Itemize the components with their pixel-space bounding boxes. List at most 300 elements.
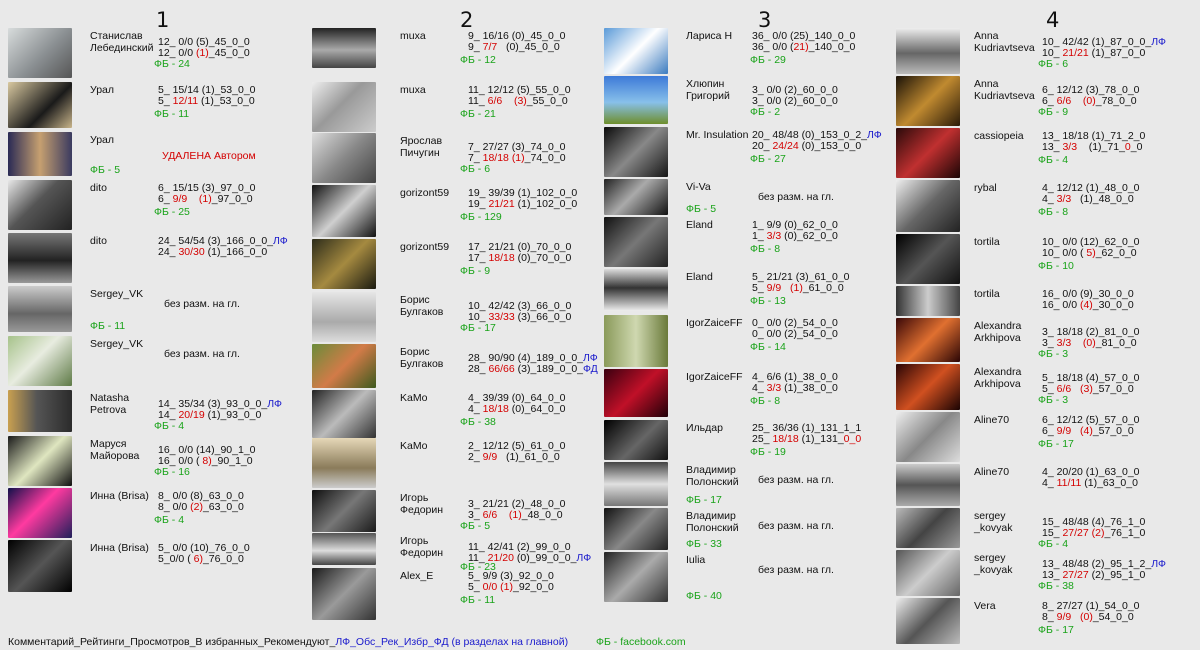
stats-text: (0)_64_0_0 [508,403,566,415]
stats-change-red: 3/3 [1062,141,1078,153]
facebook-count: ФБ - 14 [750,341,786,353]
stats-text: (1)_61_0_0 [497,451,560,463]
stats-text: 9_ [468,41,483,53]
stats-change-red: 9/9 [766,282,782,294]
author-name[interactable]: Alexandra Arkhipova [974,366,1022,390]
stats-text: 12_ 0/0 [158,47,196,59]
stats-text: 25_ [752,433,773,445]
stats-text: (0)_70_0_0 [514,252,572,264]
facebook-count: ФБ - 16 [154,466,190,478]
stats-text: _45_0_0 [208,47,250,59]
stats-text: 5_ 18/18 (4)_57_0_0 [1042,372,1140,384]
stats-change-red: (0) [1082,95,1096,107]
photo-thumbnail[interactable] [312,82,376,132]
facebook-count: ФБ - 5 [90,164,121,176]
stats-text: _30_0_0 [1092,299,1134,311]
facebook-count: ФБ - 12 [460,54,496,66]
stats-line-previous [1042,141,1142,153]
stats-text: _140_0_0 [808,41,856,53]
column-number: 3 [758,8,772,32]
column-number: 2 [460,8,474,32]
photo-thumbnail[interactable] [312,292,376,342]
stats-line-previous [1042,477,1138,489]
facebook-count: ФБ - 9 [1038,106,1069,118]
author-name[interactable]: Владимир Полонский [686,464,739,488]
photo-thumbnail[interactable] [312,390,376,438]
stats-text: 0_ 0/0 (2)_54_0_0 [752,328,838,340]
facebook-count: ФБ - 8 [1038,206,1069,218]
stats-text: (1)_48_0_0 [1071,193,1134,205]
facebook-count: ФБ - 40 [686,590,722,602]
author-name[interactable]: Sergey_VK [90,338,144,350]
stats-text [502,95,514,107]
column-2 [312,0,602,632]
stats-line-previous [752,282,844,294]
stats-text: 5_ 0/0 (10)_76_0_0 [158,542,250,554]
stats-change-red: 3/3 [766,230,782,242]
author-name[interactable]: KaMo [400,392,428,404]
stats-text: 19_ 39/39 (1)_102_0_0 [468,187,578,199]
stats-text: 7_ 27/27 (3)_74_0_0 [468,141,566,153]
column-number: 1 [156,8,170,32]
stats-line-previous [752,41,855,53]
stats-change-red: 9/9 [1056,425,1072,437]
author-name[interactable]: Маруся Майорова [90,438,140,462]
stats-text: (1)_63_0_0 [1081,477,1138,489]
author-name[interactable]: Anna Kudriavtseva [974,78,1035,102]
stats-line-previous [468,451,560,463]
facebook-count: ФБ - 33 [686,538,722,550]
stats-text: 17_ [468,252,489,264]
stats-change-red: (4) [1079,425,1093,437]
author-name[interactable]: Инна (Brisa) [90,490,149,502]
legend-blue: ЛФ_Обс_Рек_Избр_ФД (в разделах на главной) [335,636,569,648]
author-name[interactable]: Natasha Petrova [90,392,130,416]
stats-text: 4_ 12/12 (1)_48_0_0 [1042,182,1140,194]
author-name[interactable]: tortila [974,236,1000,248]
no-size-note: без разм. на гл. [164,298,240,310]
author-name[interactable]: Борис Булгаков [400,346,444,370]
stats-text: 24_ 54/54 (3)_166_0_0_ [158,235,274,247]
stats-text: 8_ 0/0 (8)_63_0_0 [158,490,244,502]
photo-thumbnail[interactable] [312,438,376,488]
stats-text: _57_0_0 [1092,425,1134,437]
stats-badge-blue: ФД [583,363,598,375]
photo-thumbnail[interactable] [8,488,72,538]
photo-thumbnail[interactable] [312,133,376,183]
stats-badge-blue: ЛФ [267,398,282,410]
stats-text: 25_ 36/36 (1)_131_1_1 [752,422,862,434]
author-name[interactable]: Инна (Brisa) [90,542,149,554]
legend-prefix: Комментарий_Рейтинги_Просмотров_В избранных_Рекомендуют_ [8,636,336,648]
stats-text: 28_ 90/90 (4)_189_0_0_ [468,352,584,364]
facebook-count: ФБ - 17 [686,494,722,506]
stats-text: 19_ [468,198,489,210]
facebook-count: ФБ - 23 [460,561,496,573]
stats-change-red: 18/18 [772,433,799,445]
stats-change-red: 33/33 [488,311,515,323]
stats-text: (1)_71_ [1077,141,1125,153]
facebook-count: ФБ - 5 [460,520,491,532]
stats-change-red: 6/6 [1056,383,1072,395]
stats-text [497,509,509,521]
stats-text: 4_ 20/20 (1)_63_0_0 [1042,466,1140,478]
stats-change-red: 21/21 [1062,47,1089,59]
stats-text: (1)_166_0_0 [204,246,268,258]
stats-change-red: (1) [500,581,513,593]
author-name[interactable]: Iulia [686,554,706,566]
author-name[interactable]: Vi-Va [686,181,711,193]
stats-line-previous [468,403,566,415]
stats-text [1071,611,1080,623]
facebook-count: ФБ - 25 [154,206,190,218]
stats-text: (0)_62_0_0 [781,230,838,242]
photo-thumbnail[interactable] [896,234,960,284]
photo-thumbnail[interactable] [8,286,72,332]
photo-thumbnail[interactable] [312,490,376,532]
photo-thumbnail[interactable] [604,127,668,177]
stats-text [781,282,790,294]
photo-thumbnail[interactable] [8,233,72,283]
stats-text: _63_0_0 [202,501,244,513]
photo-thumbnail[interactable] [604,552,668,602]
stats-text: _90_1_0 [211,455,253,467]
no-size-note: без разм. на гл. [164,348,240,360]
stats-text [1071,337,1083,349]
facebook-count: ФБ - 38 [1038,580,1074,592]
stats-change-red: 18/18 [488,252,515,264]
photo-thumbnail[interactable] [604,420,668,460]
photo-thumbnail[interactable] [604,217,668,267]
author-name[interactable]: Aline70 [974,466,1010,478]
stats-change-red: 27/27 [1062,569,1089,581]
footer-fb-note: ФБ - facebook.com [596,636,686,648]
removed-note: УДАЛЕНА Автором [162,150,256,162]
author-name[interactable]: Игорь Федорин [400,492,444,516]
photo-thumbnail[interactable] [604,76,668,124]
stats-change-red: 3/3 [766,382,782,394]
author-name[interactable]: Борис Булгаков [400,294,444,318]
stats-text: _97_0_0 [211,193,253,205]
author-name[interactable]: Aline70 [974,414,1010,426]
stats-change-red: 24/24 [772,140,799,152]
facebook-count: ФБ - 11 [460,594,496,606]
stats-line-previous [752,328,838,340]
facebook-count: ФБ - 17 [460,322,496,334]
facebook-count: ФБ - 4 [1038,154,1069,166]
photo-thumbnail[interactable] [896,180,960,232]
stats-change-red: (1) [508,509,522,521]
facebook-count: ФБ - 10 [1038,260,1074,272]
stats-change-red: 6) [193,553,203,565]
facebook-count: ФБ - 4 [1038,538,1069,550]
stats-text: 15_ [1042,527,1063,539]
stats-text [1071,383,1080,395]
stats-change-red: 18/18 [482,403,509,415]
stats-text: (3)_189_0_0_ [514,363,584,375]
stats-text: _55_0_0 [526,95,568,107]
stats-line-previous [1042,247,1137,259]
stats-text: 2_ 12/12 (5)_61_0_0 [468,440,566,452]
stats-text: 3_ [468,509,483,521]
stats-text: 10_ [1042,47,1063,59]
author-name[interactable]: muxa [400,30,426,42]
facebook-count: ФБ - 19 [750,446,786,458]
stats-change-red: (1) [198,193,212,205]
stats-text: 2_ [468,451,483,463]
facebook-count: ФБ - 6 [460,163,491,175]
author-name[interactable]: tortila [974,288,1000,300]
author-name[interactable]: Урал [90,134,115,146]
stats-text: 6_ 12/12 (5)_57_0_0 [1042,414,1140,426]
author-name[interactable]: Станислав Лебединский [90,30,154,54]
facebook-count: ФБ - 6 [1038,58,1069,70]
stats-text: 4_ 6/6 (1)_38_0_0 [752,371,838,383]
photo-thumbnail[interactable] [312,28,376,68]
stats-line-previous [468,252,571,264]
facebook-count: ФБ - 24 [154,58,190,70]
stats-text: (1)_38_0_0 [781,382,838,394]
photo-thumbnail[interactable] [604,369,668,417]
stats-line-previous [158,193,253,205]
stats-text: 5_ [1042,383,1057,395]
author-name[interactable]: Alexandra Arkhipova [974,320,1022,344]
stats-text: 13_ 48/48 (2)_95_1_2_ [1042,558,1152,570]
author-name[interactable]: Alex_E [400,570,434,582]
photo-thumbnail[interactable] [604,462,668,506]
stats-line-previous [468,95,568,107]
photo-thumbnail[interactable] [8,390,72,432]
author-name[interactable]: rybal [974,182,997,194]
photo-thumbnail[interactable] [8,540,72,592]
photo-thumbnail[interactable] [604,179,668,215]
author-name[interactable]: muxa [400,84,426,96]
facebook-count: ФБ - 2 [750,106,781,118]
stats-change-red: (2) [1091,527,1105,539]
stats-line-previous [468,41,560,53]
stats-text: 13_ [1042,141,1063,153]
stats-text: 16_ 0/0 (9)_30_0_0 [1042,288,1134,300]
author-name[interactable]: Eland [686,219,713,231]
stats-text: 4_ [1042,477,1057,489]
photo-thumbnail[interactable] [8,180,72,230]
stats-text: 10_ 42/42 (3)_66_0_0 [468,300,572,312]
facebook-count: ФБ - 3 [1038,394,1069,406]
author-name[interactable]: Vera [974,600,996,612]
facebook-count: ФБ - 13 [750,295,786,307]
stats-line-previous [752,230,838,242]
photo-thumbnail[interactable] [8,82,72,128]
stats-text [1071,95,1083,107]
stats-text: 0_ 0/0 (2)_54_0_0 [752,317,838,329]
facebook-count: ФБ - 3 [1038,348,1069,360]
stats-text: (0)_99_0_0_ [513,552,577,564]
author-name[interactable]: dito [90,182,107,194]
facebook-count: ФБ - 38 [460,416,496,428]
stats-text: 3_ 21/21 (2)_48_0_0 [468,498,566,510]
stats-badge-blue: ЛФ [1151,36,1166,48]
stats-text: 3_ 0/0 (2)_60_0_0 [752,95,838,107]
stats-text: (1)_102_0_0 [514,198,578,210]
stats-line-previous [468,581,554,593]
author-name[interactable]: Хлюпин Григорий [686,78,730,102]
author-name[interactable]: dito [90,235,107,247]
stats-change-red: 9/9 [172,193,188,205]
photo-thumbnail[interactable] [896,76,960,126]
photo-thumbnail[interactable] [604,269,668,311]
stats-text: _76_0_0 [202,553,244,565]
author-name[interactable]: Mr. Insulation [686,129,749,141]
author-name[interactable]: sergey _kovyak [974,510,1013,534]
stats-line-previous [158,501,244,513]
stats-text: _74_0_0 [524,152,566,164]
stats-line-previous [158,553,244,565]
stats-text: 14_ [158,409,179,421]
column-3 [604,0,894,632]
author-name[interactable]: Лариса Н [686,30,733,42]
stats-change-red: 11/11 [1056,477,1082,489]
photo-thumbnail[interactable] [896,550,960,596]
author-name[interactable]: cassiopeia [974,130,1024,142]
stats-text: (1)_53_0_0 [198,95,255,107]
stats-text: _62_0_0 [1095,247,1137,259]
stats-text: 8_ [1042,611,1057,623]
stats-text: (1)_87_0_0 [1088,47,1146,59]
stats-change-red: 6/6 [482,509,498,521]
stats-text: 6_ [158,193,173,205]
stats-change-red: (1) [511,152,525,164]
stats-change-red: (4) [1079,299,1093,311]
author-name[interactable]: IgorZaiceFF [686,371,743,383]
stats-text: 36_ 0/0 ( [752,41,794,53]
column-4 [896,0,1196,636]
stats-line-previous [752,433,861,445]
photo-thumbnail[interactable] [896,28,960,74]
author-name[interactable]: gorizont59 [400,241,450,253]
photo-thumbnail[interactable] [8,436,72,486]
footer-legend [8,636,568,648]
facebook-count: ФБ - 29 [750,54,786,66]
stats-line-previous [1042,611,1134,623]
stats-text: _61_0_0 [802,282,844,294]
photo-thumbnail[interactable] [896,318,960,362]
photo-thumbnail[interactable] [896,286,960,316]
facebook-count: ФБ - 11 [154,108,190,120]
author-name[interactable]: Владимир Полонский [686,510,739,534]
stats-line-previous [158,246,267,258]
stats-text: 9_ 16/16 (0)_45_0_0 [468,30,566,42]
stats-change-red: 21/21 [488,198,515,210]
facebook-count: ФБ - 8 [750,243,781,255]
stats-badge-blue: ЛФ [1151,558,1166,570]
photo-thumbnail[interactable] [312,568,376,620]
photo-thumbnail[interactable] [312,185,376,237]
stats-text: (1)_131_ [798,433,844,445]
stats-text: _78_0_0 [1095,95,1137,107]
photo-thumbnail[interactable] [896,464,960,506]
author-name[interactable]: Sergey_VK [90,288,144,300]
stats-badge-blue: ЛФ [576,552,592,564]
author-name[interactable]: Игорь Федорин [400,535,444,559]
stats-change-red: 3/3 [1056,337,1072,349]
facebook-count: ФБ - 17 [1038,438,1074,450]
author-name[interactable]: gorizont59 [400,187,450,199]
author-name[interactable]: Eland [686,271,713,283]
stats-text: 13_ 18/18 (1)_71_2_0 [1042,130,1146,142]
stats-change-red: 0_0 [843,433,862,445]
author-name[interactable]: KaMo [400,440,428,452]
stats-text: _54_0_0 [1092,611,1134,623]
facebook-count: ФБ - 129 [460,211,502,223]
stats-text: 5_ 21/21 (3)_61_0_0 [752,271,850,283]
photo-thumbnail[interactable] [312,344,376,388]
photo-thumbnail[interactable] [896,412,960,462]
stats-text [187,193,199,205]
stats-change-red: 9/9 [482,451,498,463]
photo-thumbnail[interactable] [896,128,960,178]
facebook-count: ФБ - 27 [750,153,786,165]
stats-change-red: (0) [1082,337,1096,349]
photo-thumbnail[interactable] [604,508,668,550]
stats-text [1071,425,1080,437]
stats-text: 4_ [752,382,767,394]
photo-thumbnail[interactable] [8,28,72,78]
stats-line-previous [468,363,598,375]
stats-text: 20_ 48/48 (0)_153_0_2_ [752,129,868,141]
stats-text: 4_ 39/39 (0)_64_0_0 [468,392,566,404]
photo-thumbnail[interactable] [604,315,668,367]
stats-change-red: 9/9 [1056,611,1072,623]
stats-change-red: (3) [513,95,527,107]
stats-change-red: (2) [190,501,203,513]
stats-text: 8_ 27/27 (1)_54_0_0 [1042,600,1140,612]
stats-text: 17_ 21/21 (0)_70_0_0 [468,241,572,253]
author-name[interactable]: Anna Kudriavtseva [974,30,1035,54]
no-size-note: без разм. на гл. [758,564,834,576]
stats-text: _48_0_0 [521,509,563,521]
photo-thumbnail[interactable] [896,598,960,644]
photo-thumbnail[interactable] [604,28,668,74]
photo-thumbnail[interactable] [8,336,72,386]
stats-text: 24_ [158,246,179,258]
stats-text: 16_ 0/0 (14)_90_1_0 [158,444,256,456]
stats-change-red: 0 [1124,141,1131,153]
stats-text: 7_ [468,152,483,164]
stats-text: 4_ [468,403,483,415]
stats-text: 11_ 42/41 (2)_99_0_0 [468,541,571,553]
stats-change-red: 8) [202,455,212,467]
author-name[interactable]: sergey _kovyak [974,552,1013,576]
author-name[interactable]: Урал [90,84,115,96]
photo-thumbnail[interactable] [312,533,376,565]
stats-badge-blue: ЛФ [583,352,598,364]
photo-thumbnail[interactable] [8,132,72,176]
stats-text: _81_0_0 [1095,337,1137,349]
author-name[interactable]: IgorZaiceFF [686,317,743,329]
stats-text: 5_ [158,95,173,107]
stats-text: 13_ [1042,569,1063,581]
photo-thumbnail[interactable] [896,508,960,548]
stats-text: (0)_153_0_0 [798,140,862,152]
stats-line-previous [752,140,861,152]
no-size-note: без разм. на гл. [758,191,834,203]
photo-thumbnail[interactable] [896,364,960,410]
stats-badge-blue: ЛФ [867,129,882,141]
author-name[interactable]: Ярослав Пичугин [400,135,443,159]
author-name[interactable]: Ильдар [686,422,723,434]
facebook-count: ФБ - 21 [460,108,496,120]
photo-thumbnail[interactable] [312,239,376,289]
